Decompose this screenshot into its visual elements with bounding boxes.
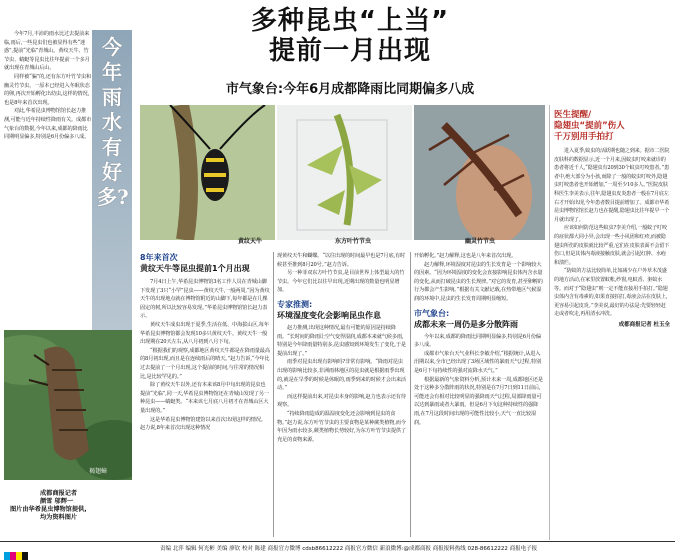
section2-body-top <box>277 252 407 295</box>
lead-text <box>4 30 92 142</box>
lead-paragraph: 同样被“骗”的,还有东方叶竹节虫和幽灵竹节虫。一原本已经进入冬眠状态的卵,再次开始孵化出幼虫,这样的情况,也是8年来首次出现。 <box>4 73 92 106</box>
photo-strip <box>140 105 545 250</box>
reporter-note-line: 均为资料图片 <box>40 514 78 521</box>
brown-stick-insect-photo <box>414 105 545 240</box>
section3 <box>414 252 544 427</box>
headline-line2: 提前一月出现 <box>268 36 431 66</box>
section1-paragraph: 黄纹天牛成虫出现于夏季,生活在低、中海拔山区,每年华希昆虫博物馆都会发现10多只黄纹天牛。黄纹天牛一般出现期在20天左右,从八月初到八月下旬。 <box>140 321 269 346</box>
beetle-photo <box>140 105 275 240</box>
section2-paragraph: 现黄纹天牛和蝴蝶。“以往出现的时间最早也是7月底,有时候甚至推到8月20号。”赵力告诉。 <box>277 253 406 268</box>
section3-subheading: 成都未来一周仍是多分散阵雨 <box>414 319 518 329</box>
section3-paragraph: 开始孵化。”赵力解释,这也是八年来首次出现。 <box>414 253 517 259</box>
section3-paragraph: 赵力解释,环境湿度对昆虫的生长发育是一个影响较大的因素。“因为环境湿度的变化会直接影响昆虫体内含水量的变化,从而打破昆虫的生长规律。”对它的发育,甚至卵孵的行为都会产生影响。”根据有关文献记载,在热带地区气候湿润的环境中,昆虫的生长发育周期明显缩短。 <box>414 261 543 302</box>
vertical-title-panel <box>92 30 132 330</box>
section3-heading: 市气象台: <box>414 308 450 318</box>
section3-paragraph: 根据最新的气象资料分析,预计未来一周,成都地区还是处于这种多分散阵雨的状况,特别是在7月7日到11日前后,可能还会有相对比较明显的强降雨天气过程,局部降雨量可以达到暴雨或者大暴雨。但是6月下旬这种持续性的强降雨,在7月这段时间出现的可能性比较小,天气一直比较湿润。 <box>414 376 543 426</box>
section1-paragraph: 7月4日上午,华希昆虫博物馆3名工作人员在青城山脚下发现了3只“小罕”昆虫——黄纹天牛,一般两周,“因为黄纹天牛的出现地点就在博物馆附近的山脚下,每年都是在几棵固定的树,所以比较容易发现。”华希昆虫博物馆馆长赵力表示。 <box>140 279 270 320</box>
green-stick-caption: 东方叶竹节虫 <box>335 238 372 245</box>
section3-paragraph: 今年以来,成都的降雨比同期明显偏多,特别是6月份偏多八成。 <box>414 333 541 349</box>
section2-paragraph: 而这样提前出来,对昆虫本身的影响,赵力也表示还有待观察。 <box>277 393 406 409</box>
sidebar-paragraph: 应该如何防范这些蚊虫?李美介绍,一般蚊子叮咬的症状都大同小异,会出现一些小风团和红疹,而被隐翅虫所伤的皮肤就比较严重,它们在皮肤表面不会留下伤口,但是其体内毒液接触皮肤,就会引起红肿、水疱和溃烂。 <box>554 225 670 266</box>
section1-subheading: 黄纹天牛等昆虫提前1个月出现 <box>140 264 250 273</box>
section3-body-top <box>414 252 544 304</box>
moth-photo <box>4 330 132 480</box>
section1-heading: 8年来首次 <box>140 253 178 262</box>
sidebar-paragraph: 进入夏季,蚊虫的活跃期也随之到来。据市二医院皮肤科的数据显示,近一个月来,因蚊虫叮咬来就诊的患者将近千人,“隐翅虫有20到30个蚊虫叮咬患者。”患者中,绝大部分为小孩,而除了一般的蚊虫叮咬外,隐翅虫叮咬患者也开始增加,“一周至少10多人。”医院皮肤科医生李美表示,往年,隐翅虫皮炎患者一般在7月底左右才开始出现,今年患者数目提前增加了。成都市华希昆虫博物馆馆长赵力也在提醒,隐翅虫比往年提早一个月就出现了。 <box>554 148 670 223</box>
section2-paragraph: “持续降雨造成的温湿度变化还会影响到昆虫的食物。”赵力说,东方叶竹节虫的主要食物是某种蕨类植物,而今年因为雨水较多,蕨类植物长势较好,为东方叶竹节虫提供了充足的食物来源。 <box>277 410 406 443</box>
headline <box>180 6 520 66</box>
reporter-note-line: 颜雪 邬辉一 <box>40 498 74 505</box>
lead-paragraph: 今年7月,丰沛的雨水比过去提前来临,雨后,一些昆虫们也被显得有些“迷惑”,提前“光临”青城山。黄纹天牛、竹节虫、蜻蜓等昆虫比往年提前一个多月就出现在青城山后山。 <box>4 31 90 72</box>
headline-line1: 多种昆虫“上当” <box>250 6 450 36</box>
reporter-note <box>10 490 87 522</box>
column-divider <box>410 252 411 537</box>
sidebar-title-line3: 千万别用手拍打 <box>554 132 614 142</box>
sidebar <box>554 110 670 328</box>
reporter-note-line: 成都商报记者 <box>40 490 78 497</box>
section1-body <box>140 278 270 433</box>
sidebar-body <box>554 147 670 319</box>
sidebar-divider <box>549 105 550 540</box>
section1-paragraph: 除了黄纹天牛以外,还有本来该8月中旬出现的昆虫也提前“光临”,同一天,华希昆虫博物馆还在青城山发现了另一种昆虫——蜻蜓类。“本来该七月底八月初才在青城山区大量出现的。” <box>140 382 269 414</box>
lead-paragraph: 对此,华希昆虫博物馆馆长赵力推测,可能与近年持续性降雨有关。成都市气象台的数据,今年以来,成都的降雨比同期明显偏多,特别是6月份偏多八成。 <box>4 108 92 141</box>
section2 <box>277 252 407 444</box>
section3-paragraph: 成都市气象台天气业科长李敏介绍,“根据统计,从进入汛期以来,全市已经出现了3场区域性的暴雨天气过程,特别是6月下旬持续性的强对流降水天气。” <box>414 350 542 374</box>
color-bar <box>4 545 14 553</box>
sidebar-title-line2: 隐翅虫“提前”伤人 <box>554 121 625 131</box>
footer-rule <box>0 541 675 542</box>
section2-body <box>277 324 407 444</box>
section1 <box>140 252 270 433</box>
sidebar-reporter: 成都商报记者 杜玉全 <box>618 321 670 328</box>
section2-paragraph: 赵力推测,出现这种情况,最有可能的原因是持续降雨。“长时间的降雨让空气变得湿润,成都本来就气候多雨,特别是今年降雨量特别多,昆虫感知到环境发生了变化,于是提前出现了。” <box>277 324 406 357</box>
subheadline: 市气象台:今年6月成都降雨比同期偏多八成 <box>225 82 475 97</box>
section2-paragraph: 雨季对昆虫出现有影响吗?非常有影响。“降雨对昆虫出现的影响比较多,非洲雨林地区的昆虫就是根据雨季出现的,就是在旱季的时候是休眠的,雨季到来的时候才会出来活动。” <box>277 359 406 392</box>
section1-paragraph: 这是华希昆虫博物馆建馆以来首次出现这样的情况。赵力说,8年来首次出现这种情况 <box>140 416 266 432</box>
sidebar-title-line1: 医生提醒/ <box>554 110 592 120</box>
reporter-note-line: 图片由华希昆虫博物馆提供, <box>10 506 87 513</box>
column-divider <box>273 252 274 537</box>
section2-paragraph: 另一种菲双东方叶竹节虫,是目前世界上体型最大的竹节虫。今年它们比以往早出现,近期出现的数量也明显增加。 <box>277 270 405 294</box>
moth-caption: 褐翅蟑 <box>89 468 108 475</box>
sidebar-paragraph: “防蚊的方法比较简单,比如减少在户外草木茂盛的地方活动,在家里放置蚊帐,纱窗,电蚊香、驱蚊水等。而对于“隐翅虫”则一定不能直接用手拍打。”隐翅虫体内含有毒素的,如果直接拍打,毒液会沾在皮肤上,更容易引起皮炎。”李美说,最好的办法是:先要轻轻赶走或者吹走,再用清水冲洗。 <box>554 268 668 318</box>
section1-paragraph: “根据我们的观察,成都地区黄纹天牛都是在降雨量最高的8月初出现,而且是在连续雨后的晴天。”赵力告诉,“今年比过去提前了一个月出现,这个提前的时间,与往常的情况相比,是比较罕见的。” <box>140 347 270 380</box>
section2-heading: 专家推测: <box>277 299 313 309</box>
section2-subheading: 环境湿度变化会影响昆虫作息 <box>277 310 381 320</box>
footer-text: 责编 北萍 编辑 何光彬 美编 廖钦 校对 陈建 商报官方微博 cdsb86612222 商报官方微信 新浪微博:@成都商报 商报报料热线 028-86612222 商报电子报 <box>160 546 538 552</box>
green-stick-insect-photo <box>277 105 412 240</box>
section3-body <box>414 333 544 428</box>
vertical-title: 今年雨水有好多? <box>97 35 129 209</box>
beetle-caption: 黄纹天牛 <box>238 238 263 245</box>
brown-stick-caption: 幽灵竹节虫 <box>465 238 496 245</box>
